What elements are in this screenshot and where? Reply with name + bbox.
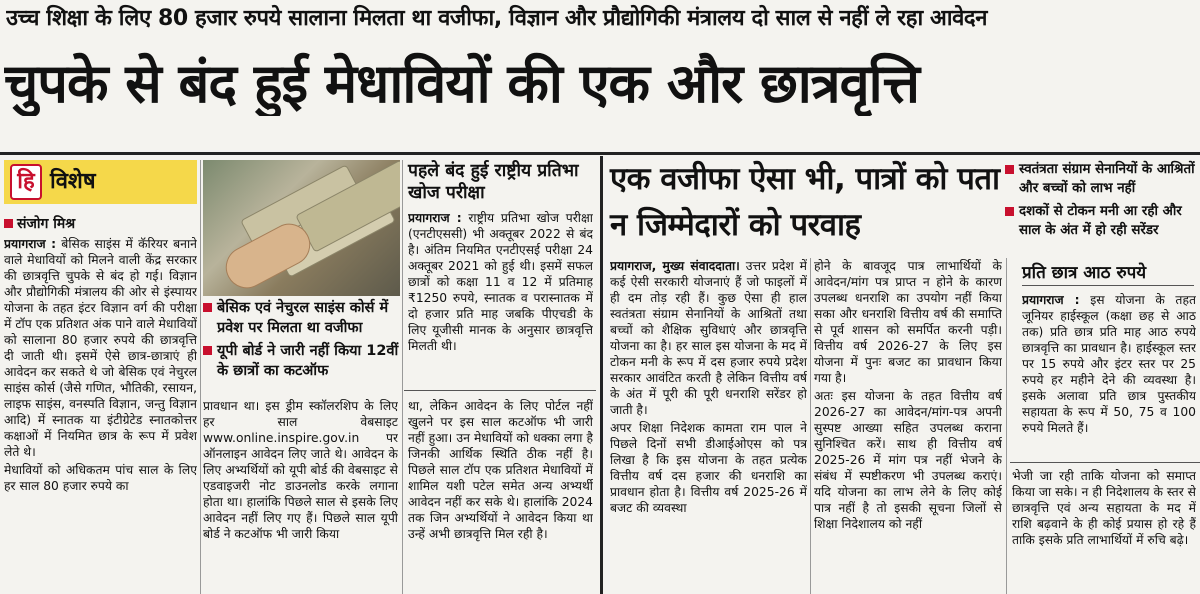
bullet-item [1005, 202, 1200, 240]
caption-item [203, 298, 400, 338]
dateline: प्रयागराज : [1022, 293, 1080, 307]
bullet-square-icon [1005, 207, 1014, 216]
author-name: संजोग मिश्र [17, 216, 76, 232]
bullet-square-icon [203, 346, 212, 355]
bullet-text: दशकों से टोकन मनी आ रही और साल के अंत में हो रही सरेंडर [1019, 204, 1182, 238]
column-separator [402, 160, 403, 594]
story2-column-c [1012, 468, 1196, 594]
bullet-square-icon [4, 219, 13, 228]
byline [4, 214, 199, 233]
paragraph: उत्तर प्रदेश में कई ऐसी सरकारी योजनाएं हैं जो फाइलों में ही दम तोड़ रही हैं। कुछ ऐसा ही हाल स्वतंत्रता संग्राम सेनानियों के आश्रितों तथा बच्चों को शैक्षिक सुविधाएं और छात्रवृत्ति योजना का है। हर साल इस योजना के मद में टोकन मनी के रूप में दस हजार रुपये प्रदेश सरकार आवंटित करती है लेकिन वित्तीय वर्ष के अंत में पूरी की पूरी धनराशि सरेंडर हो जाती है। [610, 259, 807, 417]
highlight-bullets [1005, 160, 1200, 244]
paragraph: बेसिक साइंस में कॅरियर बनाने वाले मेधावियों को मिलने वाली केंद्र सरकार की छात्रवृत्ति चुपके से बंद हो गई। विज्ञान और प्रौद्योगिकी मंत्रालय की ओर से इंस्पायर योजना के तहत इंटर विज्ञान वर्ग की परीक्षा में टॉप एक प्रतिशत अंक पाने वाले मेधावियों को सालाना 80 हजार रुपये की छात्रवृत्ति दी जाती थी। इसमें ऐसे छात्र-छात्राएं ही आवेदन कर सकते थे जो बेसिक एवं नेचुरल साइंस कोर्स (जैसे गणित, भौतिकी, रसायन, लाइफ साइंस, वनस्पति विज्ञान, जन्तु विज्ञान आदि) में स्नातक या इंटीग्रेटेड स्नातकोत्तर कक्षाओं में नियमित छात्र के रूप में प्रवेश लेते थे। [4, 237, 197, 459]
column-separator [200, 160, 201, 594]
dateline: प्रयागराज : [4, 237, 57, 251]
main-headline: चुपके से बंद हुई मेधावियों की एक और छात्रवृत्ति [4, 52, 919, 115]
box-heading: पहले बंद हुई राष्ट्रीय प्रतिभा खोज परीक्षा [408, 161, 579, 203]
story2-headline: एक वजीफा ऐसा भी, पात्रों को पता न जिम्मेदारों को परवाह [610, 161, 1000, 243]
paragraph: होने के बावजूद पात्र लाभार्थियों के आवेदन/मांग पत्र प्राप्त न होने के कारण उपलब्ध धनराशि का उपयोग नहीं किया सका और धनराशि वित्तीय वर्ष की समाप्ति से पूर्व शासन को समर्पित करनी पड़ी। वित्तीय वर्ष 2026-27 के लिए इस योजना में पुनः बजट का प्रावधान किया गया है। [814, 259, 1002, 385]
dateline: प्रयागराज, मुख्य संवाददाता। [610, 259, 740, 273]
kicker-headline: उच्च शिक्षा के लिए 80 हजार रुपये सालाना मिलता था वजीफा, विज्ञान और प्रौद्योगिकी मंत्रालय दो साल से नहीं ले रहा आवेदन [6, 6, 988, 31]
caption-item [203, 341, 400, 381]
story-divider [600, 156, 603, 594]
bullet-square-icon [203, 303, 212, 312]
hindustan-logo-icon: हि [10, 164, 42, 200]
caption-text: बेसिक एवं नेचुरल साइंस कोर्स में प्रवेश पर मिलता था वजीफा [217, 300, 389, 336]
column-separator [1006, 258, 1007, 594]
paragraph: अपर शिक्षा निदेशक कामता राम पाल ने पिछले दिनों सभी डीआईओएस को पत्र लिखा है कि इस योजना के तहत प्रत्येक वित्तीय वर्ष दस हजार की धनराशि का प्रावधान होता है। वित्तीय वर्ष 2025-26 में बजट की व्यवस्था [610, 421, 807, 515]
article-column-3 [408, 398, 593, 594]
paragraph: अतः इस योजना के तहत वित्तीय वर्ष 2026-27 का आवेदन/मांग-पत्र अपनी सुस्पष्ट आख्या सहित उपलब्ध कराना सुनिश्चित करें। साथ ही वित्तीय वर्ष 2025-26 में मांग पत्र नहीं भेजने के संबंध में स्पष्टीकरण भी उपलब्ध कराएं। यदि योजना का लाभ लेने के लिए कोई पात्र नहीं है तो इसकी सूचना जिलों से शिक्षा निदेशालय को नहीं [814, 389, 1002, 531]
special-label: विशेष [50, 169, 96, 194]
story2-column-a [610, 258, 807, 594]
side-box-text [1022, 292, 1196, 460]
side-heading-rule [1022, 285, 1194, 286]
paragraph: राष्ट्रीय प्रतिभा खोज परीक्षा (एनटीएससी) भी अक्तूबर 2022 से बंद है। अंतिम नियमित एनटीएसई परीक्षा 24 अक्तूबर 2021 को हुई थी। इसमें सफल छात्रों को कक्षा 11 व 12 में प्रतिमाह ₹1250 रुपये, स्नातक व परास्नातक में दो हजार प्रति माह जबकि पीएचडी के लिए यूजीसी मानक के अनुसार छात्रवृत्ति मिलती थी। [408, 211, 593, 353]
column-separator [810, 258, 811, 594]
bullet-square-icon [1005, 165, 1014, 174]
dateline: प्रयागराज : [408, 211, 462, 225]
side-box-bottom-rule [1010, 462, 1200, 463]
side-box-heading: प्रति छात्र आठ रुपये [1022, 263, 1147, 283]
caption-text: यूपी बोर्ड ने जारी नहीं किया 12वीं के छात्रों का कटऑफ [217, 343, 399, 379]
paragraph: था, लेकिन आवेदन के लिए पोर्टल नहीं खुलने पर इस साल कटऑफ भी जारी नहीं हुआ। उन मेधावियों को धक्का लगा है जिनकी आर्थिक स्थिति ठीक नहीं है। पिछले साल टॉप एक प्रतिशत मेधावियों में शामिल यशी पटेल समेत अन्य अभ्यर्थी आवेदन नहीं कर सके थे। हालांकि 2024 तक जिन अभ्यर्थियों ने आवेदन किया था उन्हें अभी छात्रवृत्ति मिल रही है। [408, 399, 593, 541]
bullet-text: स्वतंत्रता संग्राम सेनानियों के आश्रितों और बच्चों को लाभ नहीं [1019, 162, 1195, 196]
divider-rule [0, 152, 1200, 155]
story2-column-b [814, 258, 1002, 594]
bullet-item [1005, 160, 1200, 198]
paragraph: प्रावधान था। इस ड्रीम स्कॉलरशिप के लिए हर साल वेबसाइट www.online.inspire.gov.in पर ऑनलाइन आवेदन लिए जाते थे। आवेदन के लिए अभ्यर्थियों को यूपी बोर्ड की वेबसाइट से एडवाइजरी नोट डाउनलोड करके लगाना होता था। हालांकि पिछले साल से इसके लिए आवेदन नहीं लिए गए हैं। पिछले साल यूपी बोर्ड ने कटऑफ भी जारी किया [203, 399, 398, 541]
box-text [408, 210, 593, 386]
box-bottom-rule [404, 390, 596, 391]
article-column-1 [4, 236, 197, 594]
currency-notes-photo [203, 160, 400, 296]
paragraph: भेजी जा रही ताकि योजना को समाप्त किया जा सके। न ही निदेशालय के स्तर से छात्रवृत्ति एवं अन्य सहायता के मद में राशि बढ़वाने के ही कोई प्रयास हो रहे हैं ताकि इसके प्रति लाभार्थियों में रुचि बढ़े। [1012, 469, 1196, 547]
paragraph: मेधावियों को अधिकतम पांच साल के लिए हर साल 80 हजार रुपये का [4, 463, 197, 493]
article-column-2 [203, 398, 398, 594]
photo-captions [203, 298, 400, 384]
paragraph: इस योजना के तहत जूनियर हाईस्कूल (कक्षा छह से आठ तक) प्रति छात्र प्रति माह आठ रुपये छात्रवृत्ति का प्रावधान है। हाईस्कूल स्तर पर 15 रुपये और इंटर स्तर पर 25 रुपये हर महीने देने की व्यवस्था है। इसके अलावा प्रति छात्र पुस्तकीय सहायता के रूप में 50, 75 व 100 रुपये मिलते हैं। [1022, 293, 1196, 435]
